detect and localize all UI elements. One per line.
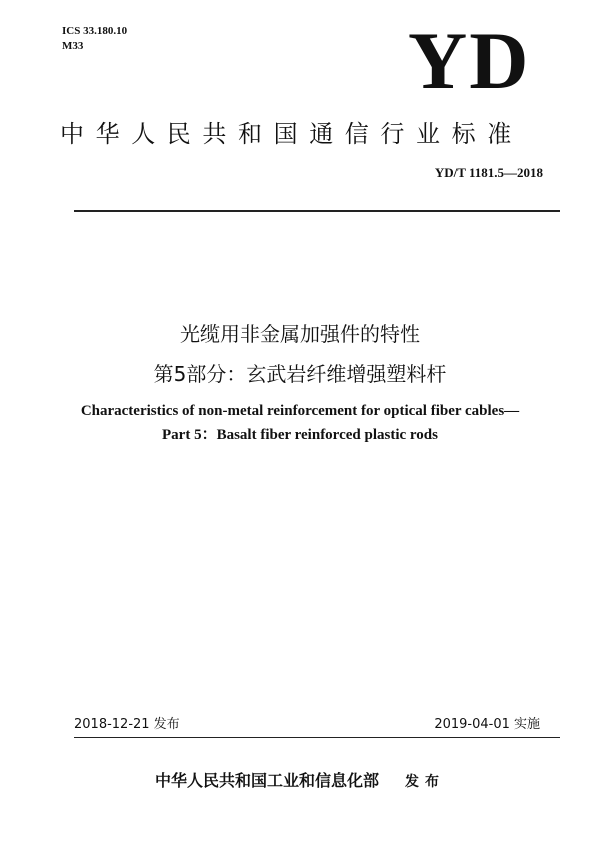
english-title-line-2: Part 5：Basalt fiber reinforced plastic rods — [162, 427, 438, 443]
standard-class-heading: 中华人民共和国通信行业标准 — [60, 120, 523, 148]
ics-code: ICS 33.180.10 — [62, 25, 128, 37]
ccs-code: M33 — [62, 40, 84, 52]
issue-date: 2018-12-21 发布 — [74, 717, 180, 732]
standard-number: YD/T 1181.5—2018 — [434, 165, 543, 180]
english-title-line-1: Characteristics of non-metal reinforcement for optical fiber cables— — [80, 403, 520, 419]
chinese-title-line-1: 光缆用非金属加强件的特性 — [180, 322, 420, 346]
publisher-name: 中华人民共和国工业和信息化部 — [154, 771, 379, 790]
publish-label: 发布 — [405, 774, 445, 790]
chinese-title-line-2: 第5部分：玄武岩纤维增强塑料杆 — [153, 362, 447, 386]
bottom-divider — [74, 737, 560, 738]
classification-codes — [62, 24, 127, 54]
yd-logo: YD — [408, 15, 531, 106]
publisher-line — [0, 768, 600, 791]
implementation-date: 2019-04-01 实施 — [434, 717, 540, 732]
top-divider — [74, 210, 560, 212]
